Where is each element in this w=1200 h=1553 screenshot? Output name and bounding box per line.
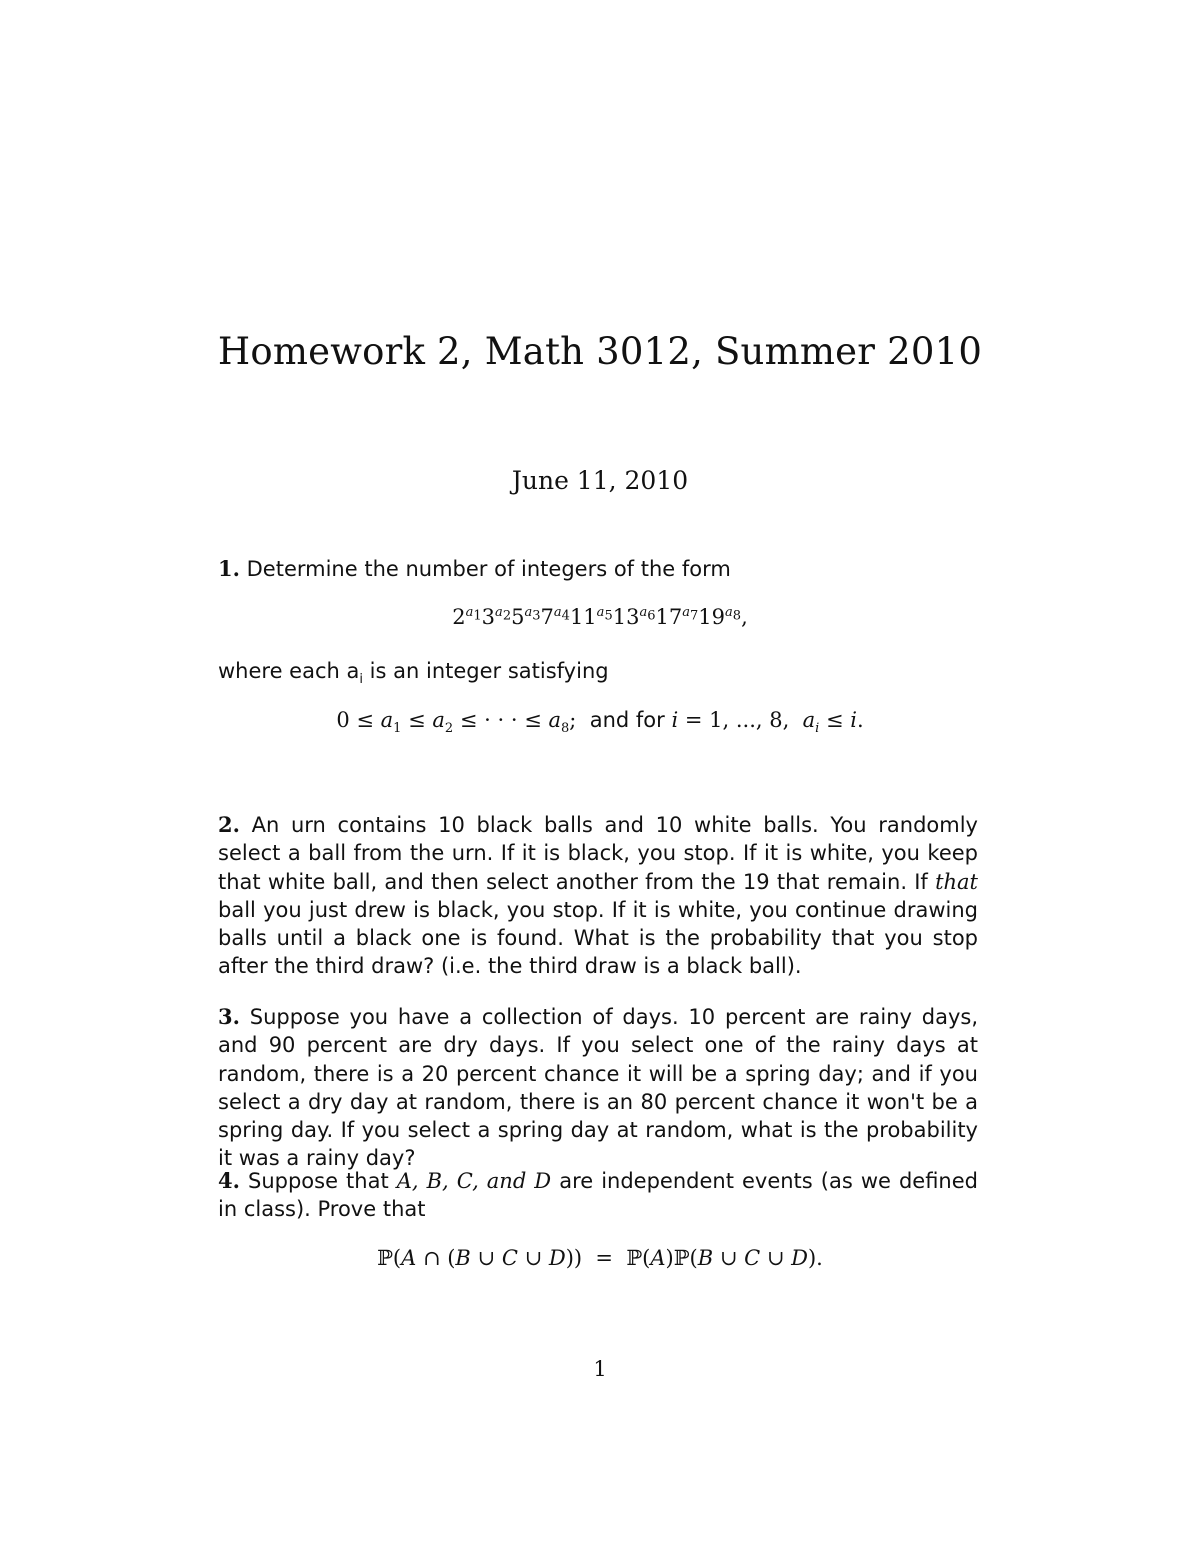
problem-4-number: 4. xyxy=(218,1168,240,1193)
page-number: 1 xyxy=(593,1357,607,1381)
problem-1-condition-text: where each $a_i$ is an integer satisfying xyxy=(218,659,609,688)
problem-1-statement xyxy=(218,555,978,583)
problem-3-number: 3. xyxy=(218,1004,240,1029)
problem-2-statement: 2. An urn contains 10 black balls and 10 white balls. You randomly select a ball from the urn. If it is black, you stop. If it is white, you keep that white ball, and then select another from the 19 that remain. If that ball you just drew is black, you stop. If it is white, you continue drawing balls until a black one is found. What is the probability that you stop after the third draw? (i.e. the third draw is a black ball). xyxy=(218,812,978,979)
problem-4-equation: ℙ(A ∩ (B ∪ C ∪ D)) = ℙ(A)ℙ(B ∪ C ∪ D). xyxy=(377,1246,823,1270)
problem-4-statement: 4. Suppose that A, B, C, and D are independent events (as we defined in class). Prove that xyxy=(218,1168,978,1222)
problem-1-formula: $2^{a_1}3^{a_2}5^{a_3}7^{a_4}11^{a_5}13^{a_6}17^{a_7}19^{a_8}$, xyxy=(452,605,748,629)
problem-1-constraint: $0 \le a_1 \le a_2$ ≤ · · · ≤ $a_8$; and for i = 1, ..., 8, $a_i \le i$. xyxy=(336,708,864,737)
problem-4-events: A, B, C, and D xyxy=(396,1169,552,1193)
problem-2-number: 2. xyxy=(218,812,240,837)
problem-3-statement: 3. Suppose you have a collection of days. 10 percent are rainy days, and 90 percent are dry days. If you select one of the rainy days at random, there is a 20 percent chance it will be a spring day; and if you select a dry day at random, there is an 80 percent chance it won't be a spring day. If you select a spring day at random, what is the probability it was a rainy day? xyxy=(218,1004,978,1171)
problem-1-number: 1. xyxy=(218,556,240,581)
document-date: June 11, 2010 xyxy=(511,466,689,495)
page-title: Homework 2, Math 3012, Summer 2010 xyxy=(217,330,983,373)
problem-2-emphasis: that xyxy=(935,869,978,894)
problem-1-text: Determine the number of integers of the form xyxy=(246,557,731,581)
